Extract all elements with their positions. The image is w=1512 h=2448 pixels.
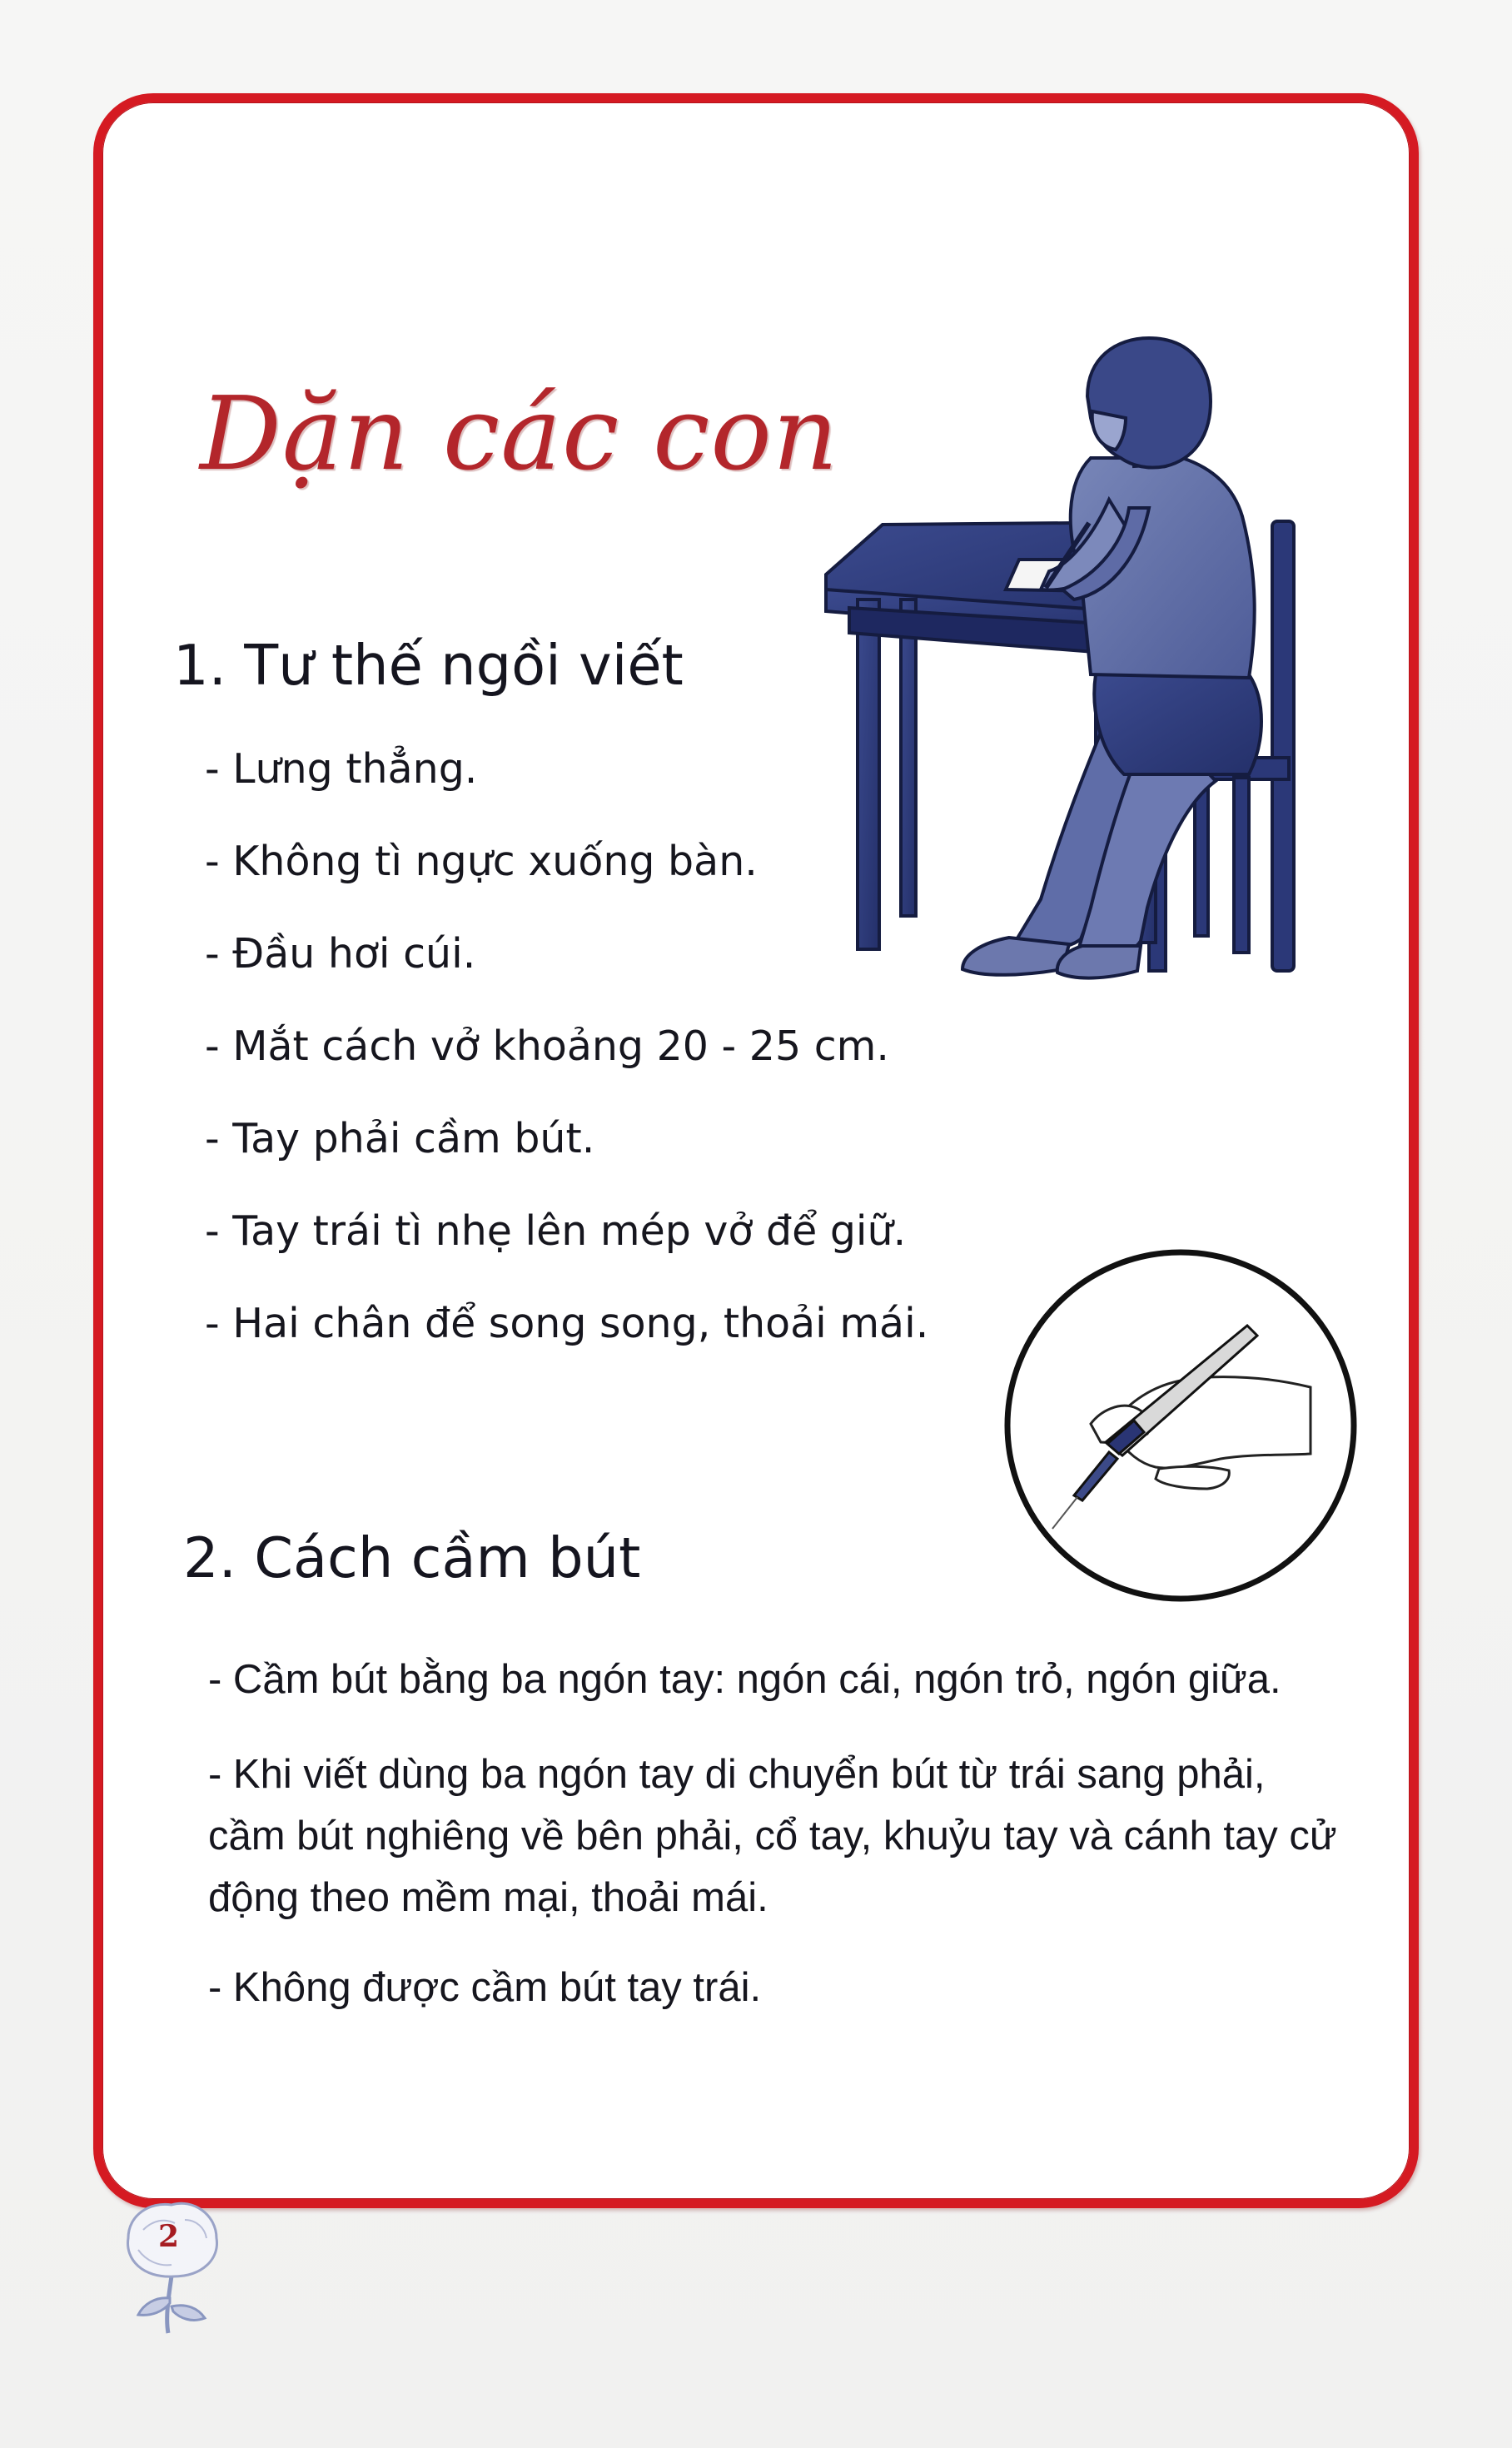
list-item: - Mắt cách vở khoảng 20 - 25 cm. (205, 1022, 889, 1070)
page-number: 2 (158, 2219, 180, 2254)
girl-writing-at-desk-illustration (816, 325, 1349, 983)
list-item: - Khi viết dùng ba ngón tay di chuyển bút từ trái sang phải, cầm bút nghiêng về bên phải, cổ tay, khuỷu tay và cánh tay cử động theo mềm mại, thoải mái. (208, 1752, 1337, 1920)
list-item: - Lưng thẳng. (205, 745, 478, 793)
section-2-heading: 2. Cách cầm bút (183, 1525, 641, 1590)
page-title: Dặn các con (200, 375, 839, 493)
list-item: - Đầu hơi cúi. (205, 930, 476, 978)
list-item: - Tay phải cầm bút. (205, 1115, 595, 1162)
list-item: - Tay trái tì nhẹ lên mép vở để giữ. (205, 1207, 907, 1255)
list-item: - Không được cầm bút tay trái. (208, 1965, 762, 2010)
list-item: - Cầm bút bằng ba ngón tay: ngón cái, ngón trỏ, ngón giữa. (208, 1657, 1281, 1702)
girl-body (962, 338, 1261, 978)
section-1-heading: 1. Tư thế ngồi viết (173, 633, 684, 698)
list-item: - Hai chân để song song, thoải mái. (205, 1300, 929, 1347)
list-item: - Không tì ngực xuống bàn. (205, 838, 758, 885)
flower-ornament-icon (110, 2190, 235, 2340)
hand-holding-pen-illustration (1001, 1246, 1360, 1605)
